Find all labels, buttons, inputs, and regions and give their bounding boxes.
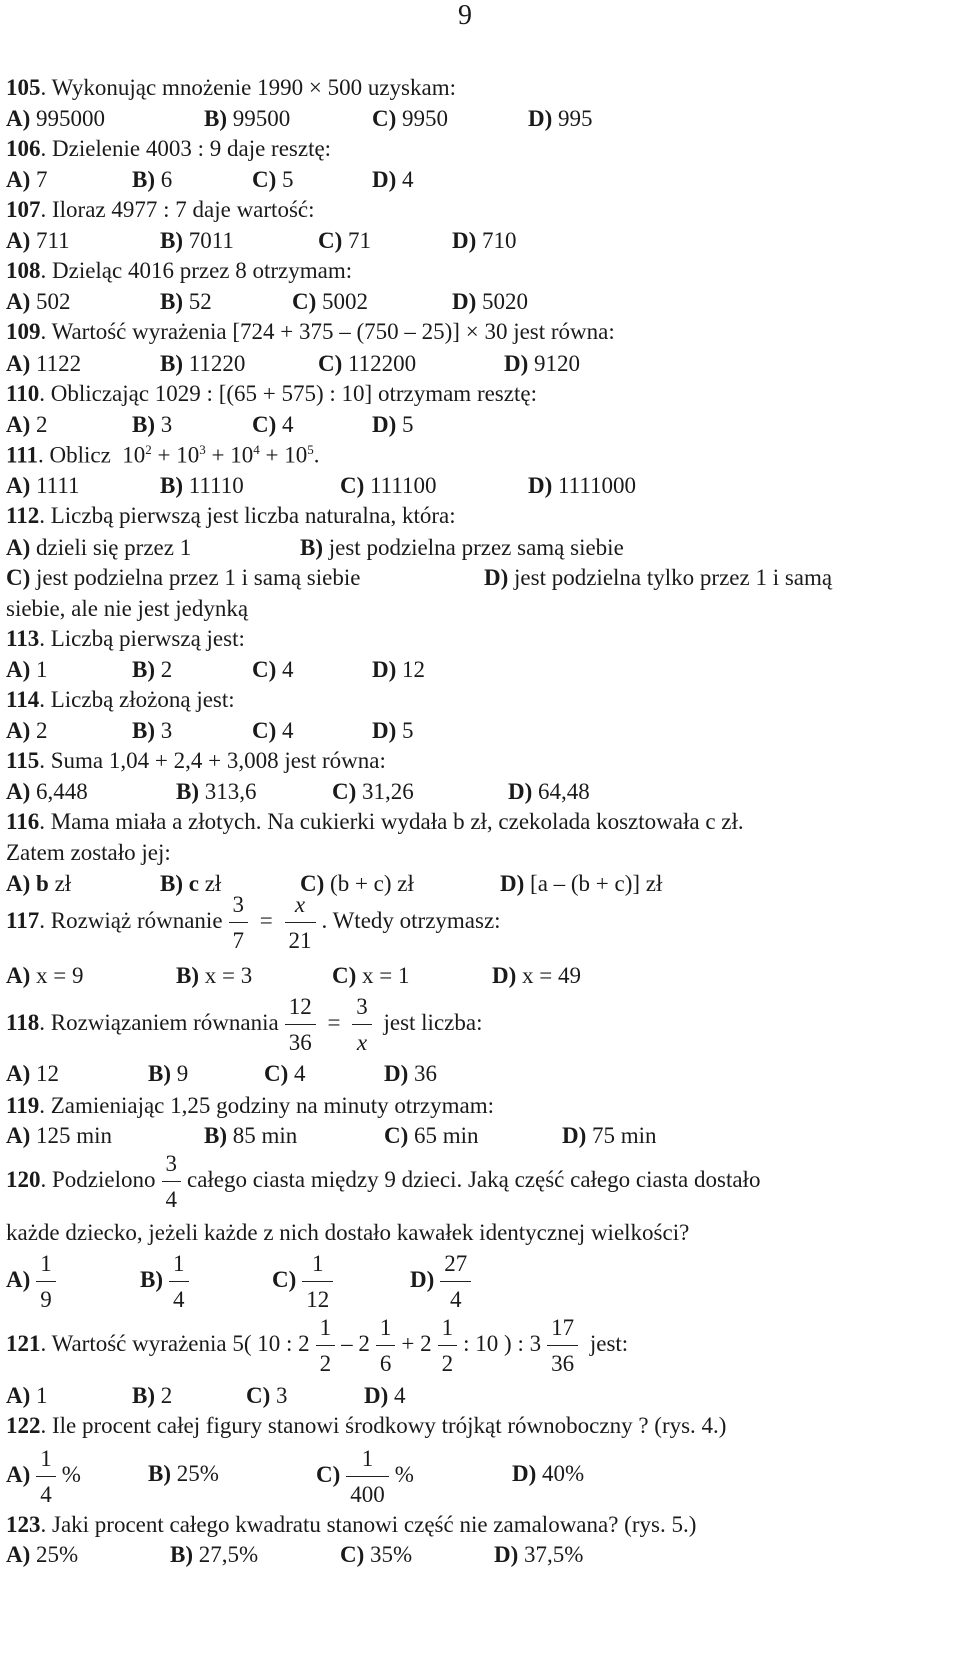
q111-option-c: C) 111100: [340, 473, 437, 498]
q114-option-b: B) 3: [132, 718, 173, 743]
q109-option-c: C) 112200: [318, 351, 417, 376]
q115-option-a: A) 6,448: [6, 779, 88, 804]
question-119: 119. Zamieniając 1,25 godziny na minuty otrzymam:: [6, 1093, 495, 1118]
q112-continuation: siebie, ale nie jest jedynką: [6, 596, 249, 621]
q107-option-c: C) 71: [318, 228, 372, 253]
q110-option-a: A) 2: [6, 412, 48, 437]
q114-option-c: C) 4: [252, 718, 294, 743]
q122-option-c: C) $\frac{1}{400}$ %: [316, 1446, 414, 1507]
q115-option-c: C) 31,26: [332, 779, 414, 804]
q121-option-b: B) 2: [132, 1383, 173, 1408]
q118-option-a: A) 12: [6, 1061, 60, 1086]
q116-option-b: B) c zł: [160, 871, 222, 896]
q106-option-c: C) 5: [252, 167, 294, 192]
q113-option-d: D) 12: [372, 657, 426, 682]
question-122: 122. Ile procent całej figury stanowi środkowy trójkąt równoboczny ? (rys. 4.): [6, 1413, 727, 1438]
question-120: 120. Podzielono $\frac{3}{4}$ całego ciasta między 9 dzieci. Jaką część całego ciasta dostało: [6, 1151, 761, 1212]
q118-fraction-right: $\frac{3}{x}$: [352, 995, 372, 1054]
q118-fraction-left: $\frac{12}{36}$: [285, 995, 316, 1054]
q111-option-d: D) 1111000: [528, 473, 636, 498]
question-108: 108. Dzieląc 4016 przez 8 otrzymam:: [6, 258, 353, 283]
q117-option-d: D) x = 49: [492, 963, 582, 988]
q123-option-b: B) 27,5%: [170, 1542, 259, 1567]
q116-continuation: Zatem zostało jej:: [6, 840, 171, 865]
q116-option-a: A) b zł: [6, 871, 72, 896]
q122-option-a: A) $\frac{1}{4}$ %: [6, 1446, 81, 1507]
question-113: 113. Liczbą pierwszą jest:: [6, 626, 245, 651]
question-121: 121. Wartość wyrażenia 5( 10 : 2 $\frac{1}{2}$ – 2 $\frac{1}{6}$ + 2 $\frac{1}{2}$ : 10 ) : 3 $\frac{17}{36}$ jest:: [6, 1315, 629, 1376]
question-116: 116. Mama miała a złotych. Na cukierki wydała b zł, czekolada kosztowała c zł.: [6, 809, 744, 834]
q117-fraction-left: $\frac{3}{7}$: [229, 893, 249, 952]
q121-option-c: C) 3: [246, 1383, 288, 1408]
q112-option-c: C) jest podzielna przez 1 i samą siebie: [6, 565, 361, 590]
q106-option-a: A) 7: [6, 167, 48, 192]
q119-option-d: D) 75 min: [562, 1123, 657, 1148]
q113-option-b: B) 2: [132, 657, 173, 682]
q118-option-d: D) 36: [384, 1061, 438, 1086]
question-111: 111. Oblicz $10^2 + 10^3 + 10^4 + 10^5$.: [6, 442, 320, 468]
q117-option-c: C) x = 1: [332, 963, 410, 988]
q107-option-d: D) 710: [452, 228, 517, 253]
q108-option-b: B) 52: [160, 289, 212, 314]
q120-option-d: D) $\frac{27}{4}$: [410, 1252, 477, 1311]
q120-option-c: C) $\frac{1}{12}$: [272, 1252, 339, 1311]
q108-option-d: D) 5020: [452, 289, 529, 314]
question-117: 117. Rozwiąż równanie $\frac{3}{7}$ = $\frac{x}{21}$ . Wtedy otrzymasz:: [6, 892, 501, 953]
q105-option-a: A) 995000: [6, 106, 106, 131]
question-106: 106. Dzielenie 4003 : 9 daje resztę:: [6, 136, 332, 161]
q123-option-d: D) 37,5%: [494, 1542, 584, 1567]
q123-option-c: C) 35%: [340, 1542, 413, 1567]
question-110: 110. Obliczając 1029 : [(65 + 575) : 10] otrzymam resztę:: [6, 381, 537, 406]
q109-option-a: A) 1122: [6, 351, 82, 376]
question-112: 112. Liczbą pierwszą jest liczba naturalna, która:: [6, 503, 456, 528]
q114-option-d: D) 5: [372, 718, 414, 743]
q121-option-a: A) 1: [6, 1383, 48, 1408]
q113-option-c: C) 4: [252, 657, 294, 682]
q110-option-b: B) 3: [132, 412, 173, 437]
q117-option-b: B) x = 3: [176, 963, 253, 988]
q116-option-c: C) (b + c) zł: [300, 871, 414, 896]
question-105: 105. Wykonując mnożenie 1990 × 500 uzyskam:: [6, 75, 456, 100]
q109-option-d: D) 9120: [504, 351, 581, 376]
q117-fraction-right: $\frac{x}{21}$: [285, 893, 316, 952]
q110-option-c: C) 4: [252, 412, 294, 437]
q111-option-b: B) 11110: [160, 473, 244, 498]
q118-option-b: B) 9: [148, 1061, 189, 1086]
q107-option-a: A) 711: [6, 228, 70, 253]
q122-option-b: B) 25%: [148, 1461, 219, 1486]
q106-option-b: B) 6: [132, 167, 173, 192]
q119-option-a: A) 125 min: [6, 1123, 113, 1148]
q105-option-c: C) 9950: [372, 106, 449, 131]
q115-option-b: B) 313,6: [176, 779, 257, 804]
q117-option-a: A) x = 9: [6, 963, 84, 988]
q112-option-d: D) jest podzielna tylko przez 1 i samą: [484, 565, 833, 590]
q118-option-c: C) 4: [264, 1061, 306, 1086]
q111-option-a: A) 1111: [6, 473, 80, 498]
q107-option-b: B) 7011: [160, 228, 234, 253]
q119-option-b: B) 85 min: [204, 1123, 298, 1148]
q120-option-b: B) $\frac{1}{4}$: [140, 1252, 195, 1311]
q123-option-a: A) 25%: [6, 1542, 79, 1567]
question-118: 118. Rozwiązaniem równania $\frac{12}{36}$ = $\frac{3}{x}$ jest liczba:: [6, 994, 483, 1055]
q106-option-d: D) 4: [372, 167, 414, 192]
q112-option-b: B) jest podzielna przez samą siebie: [300, 535, 624, 560]
q120-continuation: każde dziecko, jeżeli każde z nich dostało kawałek identycznej wielkości?: [6, 1220, 690, 1245]
q114-option-a: A) 2: [6, 718, 48, 743]
q121-option-d: D) 4: [364, 1383, 406, 1408]
q120-fraction: $\frac{3}{4}$: [162, 1152, 182, 1211]
q113-option-a: A) 1: [6, 657, 48, 682]
q110-option-d: D) 5: [372, 412, 414, 437]
q105-option-d: D) 995: [528, 106, 593, 131]
q109-option-b: B) 11220: [160, 351, 246, 376]
q112-option-a: A) dzieli się przez 1: [6, 535, 192, 560]
q108-option-c: C) 5002: [292, 289, 369, 314]
question-115: 115. Suma 1,04 + 2,4 + 3,008 jest równa:: [6, 748, 386, 773]
q115-option-d: D) 64,48: [508, 779, 590, 804]
question-114: 114. Liczbą złożoną jest:: [6, 687, 235, 712]
q119-option-c: C) 65 min: [384, 1123, 479, 1148]
q116-option-d: D) [a – (b + c)] zł: [500, 871, 663, 896]
question-123: 123. Jaki procent całego kwadratu stanowi część nie zamalowana? (rys. 5.): [6, 1512, 697, 1537]
question-109: 109. Wartość wyrażenia [724 + 375 – (750 – 25)] × 30 jest równa:: [6, 319, 615, 344]
q108-option-a: A) 502: [6, 289, 71, 314]
q120-option-a: A) $\frac{1}{9}$: [6, 1252, 62, 1311]
page-number: 9: [458, 0, 472, 31]
q105-option-b: B) 99500: [204, 106, 291, 131]
question-107: 107. Iloraz 4977 : 7 daje wartość:: [6, 197, 315, 222]
q122-option-d: D) 40%: [512, 1461, 585, 1486]
